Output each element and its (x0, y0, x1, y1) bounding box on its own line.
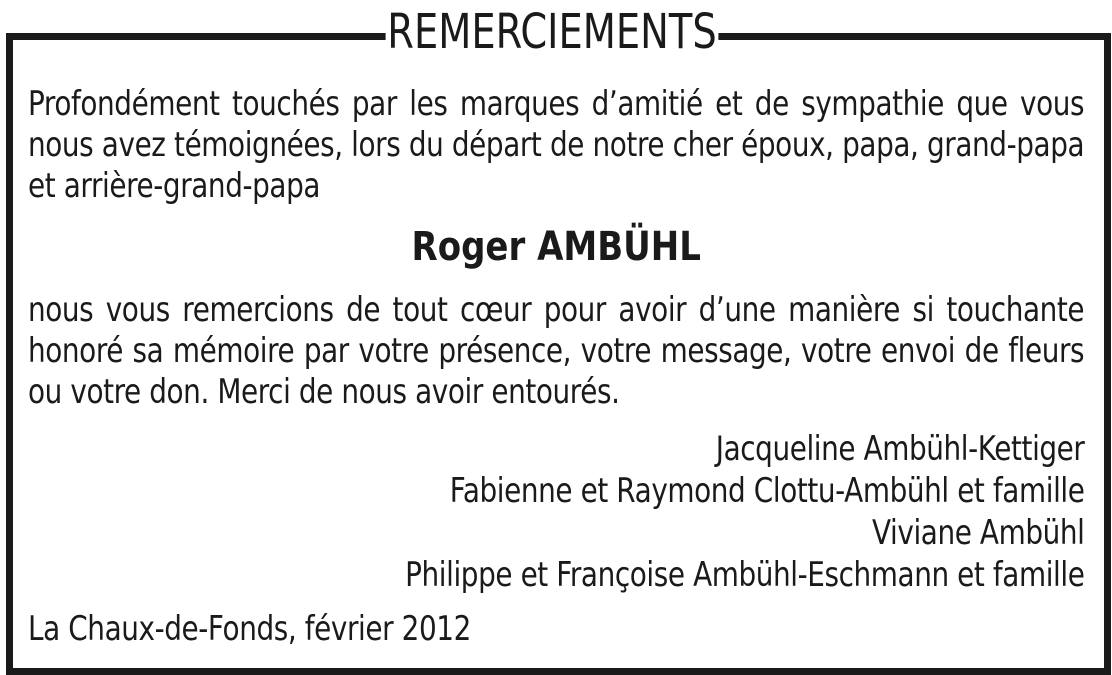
signatory: Jacqueline Ambühl-Kettiger (715, 429, 1084, 469)
intro-paragraph (28, 84, 1084, 207)
intro-text: Profondément touchés par les marques d’amitié et de sympathie que vous nous avez témoignées, lors du départ de notre cher époux, papa, grand-papa et arrière-grand-papa (28, 84, 1085, 206)
message-paragraph (28, 290, 1084, 413)
signatory: Philippe et Françoise Ambühl-Eschmann et famille (404, 555, 1084, 595)
deceased-name (0, 222, 1112, 272)
message-text: nous vous remercions de tout cœur pour avoir d’une manière si touchante honoré sa mémoire par votre présence, votre message, votre envoi de fleurs ou votre don. Merci de nous avoir entourés. (28, 290, 1085, 412)
signatories-list (405, 428, 1084, 596)
signatory: Viviane Ambühl (871, 513, 1084, 553)
signatories-block (256, 428, 1084, 596)
signatory: Fabienne et Raymond Clottu-Ambühl et famille (449, 471, 1084, 511)
place-date-text: La Chaux-de-Fonds, février 2012 (28, 609, 471, 649)
deceased-name-text: Roger AMBÜHL (411, 224, 701, 270)
notice-title: REMERCIEMENTS (386, 0, 719, 64)
place-date (28, 608, 568, 650)
